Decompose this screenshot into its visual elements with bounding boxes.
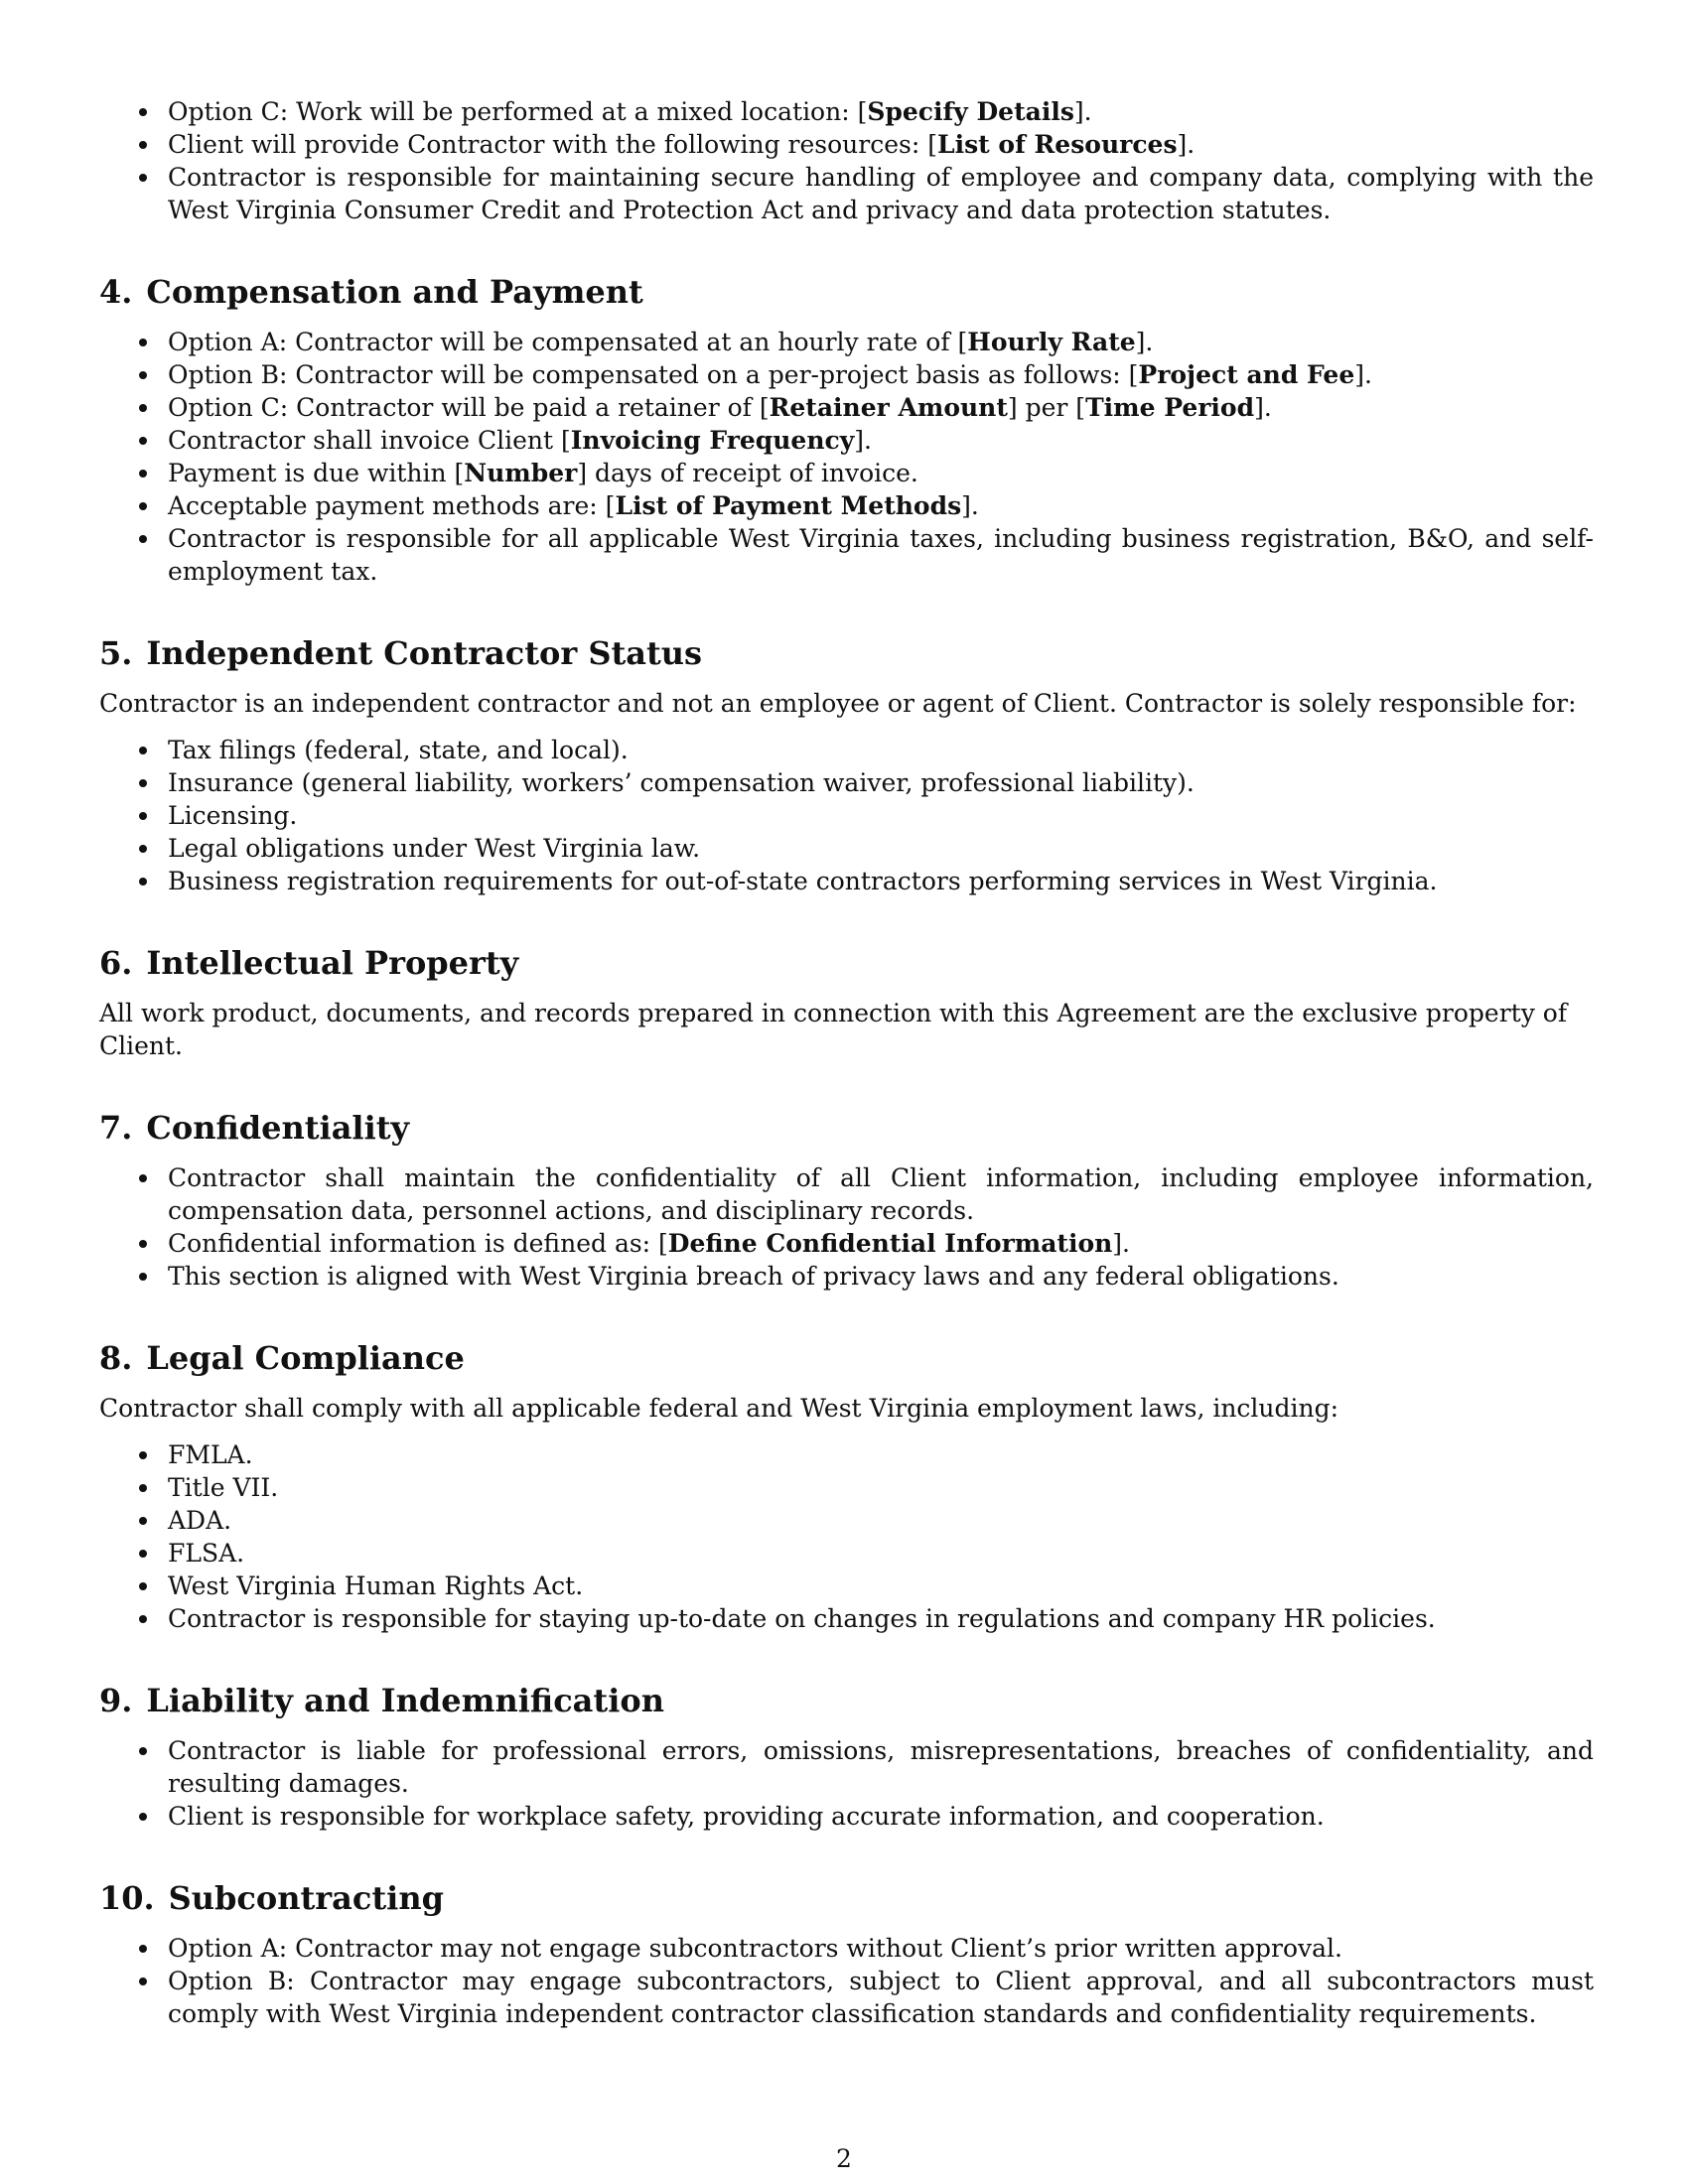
placeholder-field: Invoicing Frequency <box>570 426 855 455</box>
list-item <box>99 95 1594 128</box>
page-number: 2 <box>836 2144 852 2173</box>
list-item <box>99 522 1594 588</box>
placeholder-field: Specify Details <box>867 97 1074 126</box>
list-item <box>99 799 1594 832</box>
list-item-text: Business registration requirements for out-of-state contractors performing services in West Virginia. <box>168 867 1438 895</box>
list-item-text: Acceptable payment methods are: [ <box>168 491 616 520</box>
section-heading <box>99 272 1594 312</box>
section <box>99 1108 1594 1293</box>
list-item-text: ]. <box>1135 328 1154 356</box>
placeholder-field: List of Resources <box>937 130 1178 159</box>
list-item <box>99 424 1594 457</box>
list-item-text: ] per [ <box>1007 393 1086 422</box>
section-number: 9. <box>99 1682 133 1719</box>
list-item <box>99 1438 1594 1471</box>
list-item <box>99 1932 1594 1965</box>
list-item <box>99 832 1594 865</box>
list-item <box>99 1471 1594 1504</box>
placeholder-field: Project and Fee <box>1138 360 1355 389</box>
section-title: Compensation and Payment <box>146 273 643 311</box>
list-item-text: ]. <box>1354 360 1372 389</box>
list-item <box>99 1734 1594 1800</box>
list-item <box>99 1602 1594 1635</box>
list-item <box>99 734 1594 766</box>
list-item-text: Client is responsible for workplace safety, providing accurate information, and cooperation. <box>168 1802 1325 1831</box>
section-title: Liability and Indemnification <box>146 1682 664 1719</box>
section-heading <box>99 633 1594 673</box>
section-title: Independent Contractor Status <box>146 634 703 672</box>
list-item <box>99 128 1594 161</box>
placeholder-field: Retainer Amount <box>769 393 1008 422</box>
list-item <box>99 457 1594 489</box>
section <box>99 1878 1594 2030</box>
list-item <box>99 1227 1594 1260</box>
section-list <box>99 1734 1594 1833</box>
placeholder-field: Number <box>464 459 578 487</box>
list-item-text: This section is aligned with West Virginia breach of privacy laws and any federal obligations. <box>168 1262 1339 1291</box>
list-item-text: Client will provide Contractor with the following resources: [ <box>168 130 937 159</box>
list-item-text: ] days of receipt of invoice. <box>577 459 918 487</box>
section-list <box>99 1932 1594 2030</box>
list-item-text: Confidential information is defined as: [ <box>168 1229 668 1258</box>
list-item <box>99 766 1594 799</box>
list-item-text: Contractor is responsible for maintaining secure handling of employee and company data, complying with the West Virginia Consumer Credit and Protection Act and privacy and data protection statutes. <box>168 163 1594 224</box>
section-title: Intellectual Property <box>146 944 519 982</box>
section-heading <box>99 1338 1594 1378</box>
list-item <box>99 1504 1594 1537</box>
section <box>99 633 1594 897</box>
section-number: 10. <box>99 1879 155 1917</box>
list-item-text: Licensing. <box>168 801 298 830</box>
list-item-text: Option B: Contractor will be compensated on a per-project basis as follows: [ <box>168 360 1139 389</box>
list-item-text: Contractor shall invoice Client [ <box>168 426 571 455</box>
section-heading <box>99 1878 1594 1918</box>
section-heading <box>99 943 1594 983</box>
list-item-text: Tax filings (federal, state, and local). <box>168 736 629 764</box>
list-item-text: Option C: Contractor will be paid a retainer of [ <box>168 393 770 422</box>
section-list <box>99 326 1594 588</box>
intro-list <box>99 95 1594 226</box>
list-item-text: Contractor is responsible for all applicable West Virginia taxes, including business registration, B&O, and self-employment tax. <box>168 524 1594 586</box>
section-paragraph: Contractor shall comply with all applicable federal and West Virginia employment laws, including: <box>99 1394 1339 1423</box>
section-list <box>99 734 1594 897</box>
section <box>99 1681 1594 1833</box>
section-number: 4. <box>99 273 133 311</box>
list-item-text: FLSA. <box>168 1539 245 1568</box>
list-item-text: Option B: Contractor may engage subcontractors, subject to Client approval, and all subcontractors must comply with West Virginia independent contractor classification standards and confidentiality requirements. <box>168 1967 1594 2028</box>
list-item <box>99 1260 1594 1293</box>
placeholder-field: Time Period <box>1085 393 1255 422</box>
list-item <box>99 326 1594 358</box>
list-item-text: ]. <box>961 491 979 520</box>
list-item <box>99 391 1594 424</box>
section-number: 5. <box>99 634 133 672</box>
list-item-text: Option C: Work will be performed at a mixed location: [ <box>168 97 868 126</box>
list-item-text: Title VII. <box>168 1473 279 1502</box>
section-title: Confidentiality <box>146 1109 410 1147</box>
document-page <box>99 95 1594 2030</box>
list-item <box>99 1570 1594 1602</box>
list-item-text: ]. <box>1073 97 1092 126</box>
section <box>99 1338 1594 1635</box>
section-list <box>99 1161 1594 1293</box>
section <box>99 943 1594 1062</box>
list-item <box>99 865 1594 897</box>
list-item-text: Contractor is responsible for staying up-to-date on changes in regulations and company HR policies. <box>168 1604 1436 1633</box>
list-item <box>99 489 1594 522</box>
section-title: Subcontracting <box>168 1879 444 1917</box>
list-item-text: Option A: Contractor will be compensated at an hourly rate of [ <box>168 328 968 356</box>
section-heading <box>99 1681 1594 1720</box>
list-item-text: Contractor shall maintain the confidentiality of all Client information, including employee information, compensation data, personnel actions, and disciplinary records. <box>168 1163 1594 1225</box>
placeholder-field: Hourly Rate <box>967 328 1136 356</box>
placeholder-field: List of Payment Methods <box>615 491 962 520</box>
list-item-text: ]. <box>1254 393 1272 422</box>
list-item-text: ]. <box>1177 130 1196 159</box>
section-title: Legal Compliance <box>146 1339 465 1377</box>
sections-container <box>99 272 1594 2030</box>
section-number: 7. <box>99 1109 133 1147</box>
list-item-text: FMLA. <box>168 1440 253 1469</box>
list-item-text: ]. <box>1112 1229 1130 1258</box>
list-item-text: Legal obligations under West Virginia law. <box>168 834 701 863</box>
section-heading <box>99 1108 1594 1148</box>
list-item-text: Insurance (general liability, workers’ compensation waiver, professional liability). <box>168 768 1195 797</box>
list-item-text: Payment is due within [ <box>168 459 465 487</box>
list-item-text: Contractor is liable for professional errors, omissions, misrepresentations, breaches of confidentiality, and resulting damages. <box>168 1736 1594 1798</box>
list-item-text: Option A: Contractor may not engage subcontractors without Client’s prior written approval. <box>168 1934 1342 1963</box>
section-paragraph: All work product, documents, and records prepared in connection with this Agreement are the exclusive property of Client. <box>99 999 1568 1060</box>
list-item <box>99 1965 1594 2030</box>
section-number: 6. <box>99 944 133 982</box>
list-item <box>99 161 1594 226</box>
section-paragraph: Contractor is an independent contractor and not an employee or agent of Client. Contractor is solely responsible for: <box>99 689 1577 718</box>
list-item-text: ]. <box>854 426 872 455</box>
section-list <box>99 1438 1594 1635</box>
placeholder-field: Define Confidential Information <box>667 1229 1113 1258</box>
list-item <box>99 1161 1594 1227</box>
list-item <box>99 358 1594 391</box>
list-item <box>99 1800 1594 1833</box>
section-number: 8. <box>99 1339 133 1377</box>
list-item-text: ADA. <box>168 1506 232 1535</box>
list-item <box>99 1537 1594 1570</box>
list-item-text: West Virginia Human Rights Act. <box>168 1571 584 1600</box>
section <box>99 272 1594 588</box>
